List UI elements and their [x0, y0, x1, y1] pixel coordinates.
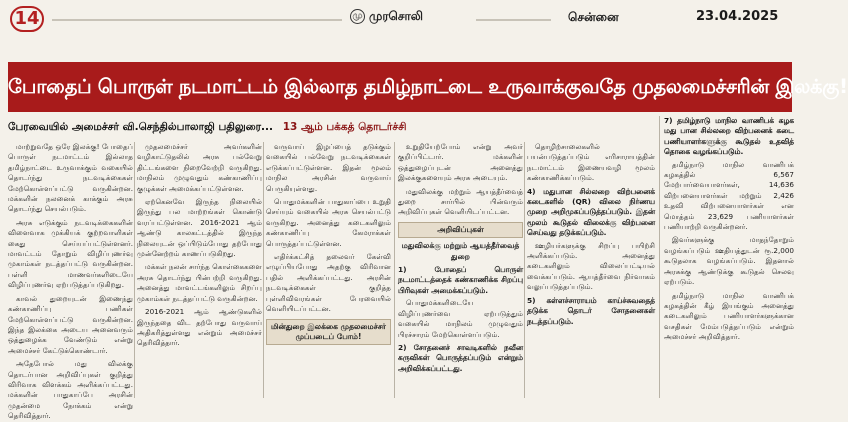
article-column-4 [398, 142, 523, 400]
paragraph: இவர்களுக்கு மாதந்தோறும் வழங்கப்படும் ஊதியத்துடன் ரூ.2,000 கூடுதலாக வழங்கப்படும். இதனால் அரசுக்கு ஆண்டுக்கு கூடுதல் செலவு ஏற்படும். [664, 235, 794, 287]
paragraph: எதிர்க்கட்சித் தலைவர் கேள்வி எழுப்பியபோது அதற்கு விரிவான பதில் அளிக்கப்பட்டது. அரசின் நடவடிக்கைகள் குறித்த புள்ளிவிவரங்கள் பேரவையில் வெளியிடப்பட்டன. [266, 252, 391, 314]
column-rule [394, 142, 395, 398]
article-column-1 [8, 142, 133, 421]
announcement-item: 7) தமிழ்நாடு மாநில வாணிபக் கழக மது பான சில்லறை விற்பனைக் கடை பணியாளர்களுக்கு கூடுதல் உதவித் தொகை வழங்கப்படும். [664, 116, 794, 157]
article-column-5 [527, 142, 655, 400]
paragraph: பொதுமக்களிடையே விழிப்புணர்வை ஏற்படுத்தும் வகையில் மாநிலம் முழுவதும் பிரச்சாரம் மேற்கொள்ளப்படும். [398, 298, 523, 339]
paragraph: ஏற்கெனவே இருந்த நிலையில் இருந்து பல மாற்றங்கள் கொண்டு வரப்பட்டுள்ளன. 2016-2021 ஆம் ஆண்டு காலகட்டத்தில் இருந்த நிலையுடன் ஒப்பிடும்போது தற்போது முன்னேற்றம் காணப்படுகிறது. [137, 197, 262, 259]
paragraph: தமிழ்நாடு மாநில வாணிபக் கழகத்தின் கீழ் இயங்கும் அனைத்து கடைகளிலும் பணியாளர்களுக்கான வசதிகள் மேம்படுத்தப்படும் என்றும் அமைச்சர் அறிவித்தார். [664, 290, 794, 342]
column-rule [134, 142, 135, 398]
paragraph: வருவாய் இழப்பைத் தடுக்கும் வகையில் பல்வேறு நடவடிக்கைகள் எடுக்கப்பட்டுள்ளன. இதன் மூலம் மாநில அரசின் வருவாய் பெருகியுள்ளது. [266, 142, 391, 193]
paragraph: ஊழியர்களுக்கு சிறப்பு பயிற்சி அளிக்கப்படும். அனைத்து கடைகளிலும் விலைப்பட்டியல் வைக்கப்படும். ஆயத்தீர்வை நிர்வாகம் வலுப்படுத்தப்படும். [527, 240, 655, 292]
paragraph: அதேபோல் மது விலக்கு தொடர்பான அறிவிப்புகள் குறித்து விரிவாக விளக்கம் அளிக்கப்பட்டது. மக்களின் பாதுகாப்பே அரசின் முதன்மை நோக்கம் என்று தெரிவித்தார். [8, 359, 133, 421]
header-divider-left [52, 19, 342, 21]
paragraph: மக்கள் நலன் சார்ந்த கொள்கைகளை அரசு தொடர்ந்து பின்பற்றி வருகிறது. அனைத்து மாவட்டங்களிலும் சிறப்பு முகாம்கள் நடத்தப்பட்டு வருகின்றன. [137, 262, 262, 303]
announcement-item: 1) போதைப் பொருள் நடமாட்டத்தைக் கண்காணிக்க சிறப்பு பிரிவுகள் அமைக்கப்படும். [398, 265, 523, 295]
paragraph: மதுவிலக்கு மற்றும் ஆயத்தீர்வைத் துறை சார்பில் பின்வரும் அறிவிப்புகள் வெளியிடப்பட்டன. [398, 186, 523, 217]
paper-logo [350, 9, 470, 29]
column-rule [659, 116, 660, 398]
article-column-2 [137, 142, 262, 400]
column-rule [524, 142, 525, 398]
paragraph: 2016-2021 ஆம் ஆண்டுகளில் இருந்ததை விட தற்போது வருவாய் அதிகரித்துள்ளது என்றும் அமைச்சர் தெரிவித்தார். [137, 307, 262, 348]
header-divider-right [476, 19, 551, 21]
paper-name: முரசொலி [369, 9, 423, 23]
announcement-item: 4) மதுபான சில்லறை விற்பனைக் கடைகளில் (QR) விலை நிர்ணய முறை அறிமுகப்படுத்தப்படும். இதன் மூலம் கூடுதல் விலைக்கு விற்பனை செய்வது தடுக்கப்படும். [527, 186, 655, 238]
paragraph: பொதுமக்களின் பாதுகாப்பை உறுதி செய்யும் வகையில் அரசு செயல்பட்டு வருகிறது. அனைத்து கடைகளிலும் கண்காணிப்பு கேமராக்கள் பொருத்தப்பட்டுள்ளன. [266, 197, 391, 248]
page-header [8, 4, 792, 34]
paragraph: காவல் துறையுடன் இணைந்து கண்காணிப்பு பணிகள் மேற்கொள்ளப்பட்டு வருகின்றன. இந்த இலக்கை அடைய அனைவரும் ஒத்துழைக்க வேண்டும் என்று அமைச்சர் கேட்டுக்கொண்டார். [8, 293, 133, 355]
paper-logo-mark: மு [350, 9, 365, 24]
announcement-item: 5) கள்ளச்சாராயம் காய்ச்சுவதைத் தடுக்க தொடர் சோதனைகள் நடத்தப்படும். [527, 295, 655, 326]
paragraph: தொழிற்சாலைகளில் பயன்படுத்தப்படும் எரிசாராயத்தின் நடமாட்டம் இணையவழி மூலம் கண்காணிக்கப்படும். [527, 142, 655, 183]
continued-from-note: 13 ஆம் பக்கத் தொடர்ச்சி [282, 121, 407, 133]
main-headline: போதைப் பொருள் நடமாட்டம் இல்லாத தமிழ்நாட்டை உருவாக்குவதே முதலமைச்சரின் இலக்கு! [8, 62, 792, 112]
edition-date: 23.04.2025 [696, 9, 779, 24]
page-number: 14 [10, 6, 44, 32]
paragraph: உறுதியேற்போம் என்று அவர் குறிப்பிட்டார். மக்களின் ஒத்துழைப்புடன் அனைத்து இலக்குகளையும் அரசு அடையும். [398, 142, 523, 183]
paragraph: அரசு எடுக்கும் நடவடிக்கைகளின் விளைவாக முக்கியக் குற்றவாளிகள் கைது செய்யப்பட்டுள்ளனர். மாவட்டம் தோறும் விழிப்புணர்வு முகாம்கள் நடத்தப்பட்டு வருகின்றன. பள்ளி மாணவர்களிடையே விழிப்புணர்வு ஏற்படுத்தப்படுகிறது. [8, 217, 133, 290]
article-column-3 [266, 142, 391, 400]
paragraph: மாற்றுவதே ஒரே இலக்கு! போதைப் பொருள் நடமாட்டம் இல்லாத தமிழ்நாட்டை உருவாக்கும் வகையில் தொடர்ந்து நடவடிக்கைகள் மேற்கொள்ளப்பட்டு வருகின்றன. மக்களின் நலனைக் காக்கும் அரசு தொடர்ந்து செயல்படும். [8, 142, 133, 214]
paragraph: முதலமைச்சர் அவர்களின் வழிகாட்டுதலில் அரசு பல்வேறு திட்டங்களை நிறைவேற்றி வருகிறது. மாநிலம் முழுவதும் கண்காணிப்பு குழுக்கள் அமைக்கப்பட்டுள்ளன. [137, 142, 262, 193]
article-column-6 [664, 116, 794, 400]
edition-city: சென்னை [568, 10, 619, 24]
column-rule [263, 142, 264, 398]
section-subheading: மின்துறை இலக்கை முதலமைச்சர் முப்படைப் போம்! [266, 319, 391, 346]
sub-headline-main: பேரவையில் அமைச்சர் வி.செந்தில்பாலாஜி பதிலுரை... [8, 121, 274, 133]
announcement-item: 2) சோதனைச் சாவடிகளில் நவீன கருவிகள் பொருத்தப்படும் என்றும் அறிவிக்கப்பட்டது. [398, 342, 523, 373]
paragraph: தமிழ்நாடு மாநில வாணிபக் கழகத்தில் 6,567 மேற்பார்வையாளர்கள், 14,636 விற்பனையாளர்கள் மற்றும் 2,426 உதவி விற்பனையாளர்கள் என மொத்தம் 23,629 பணியாளர்கள் பணியாற்றி வருகின்றனர். [664, 159, 794, 232]
sub-headline [8, 116, 648, 138]
announcements-heading: அறிவிப்புகள் [398, 222, 523, 238]
department-heading: மதுவிலக்கு மற்றும் ஆயத்தீர்வைத் துறை [401, 241, 520, 261]
